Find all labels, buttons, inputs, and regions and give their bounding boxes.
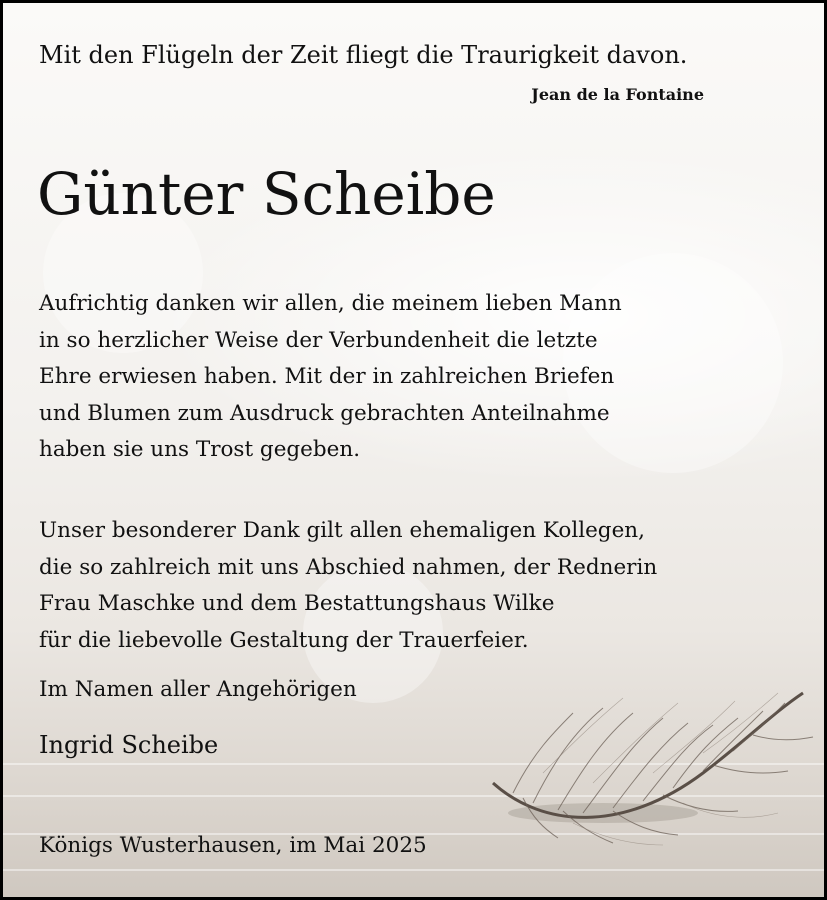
special-thanks-paragraph	[39, 513, 657, 659]
deceased-name: Günter Scheibe	[37, 160, 496, 228]
place-date: Königs Wusterhausen, im Mai 2025	[39, 833, 427, 858]
water-ripple	[3, 869, 824, 871]
paragraph-line: Aufrichtig danken wir allen, die meinem lieben Mann	[39, 291, 622, 316]
paragraph-line: Frau Maschke und dem Bestattungshaus Wilke	[39, 591, 555, 616]
quote-text: Mit den Flügeln der Zeit fliegt die Traurigkeit davon.	[39, 41, 688, 69]
paragraph-line: die so zahlreich mit uns Abschied nahmen, der Rednerin	[39, 554, 658, 580]
on-behalf-line: Im Namen aller Angehörigen	[39, 677, 357, 702]
paragraph-line: Ehre erwiesen haben. Mit der in zahlreichen Briefen	[39, 364, 615, 389]
paragraph-line: haben sie uns Trost gegeben.	[39, 437, 361, 462]
paragraph-line: für die liebevolle Gestaltung der Trauerfeier.	[39, 627, 529, 653]
paragraph-line: Unser besonderer Dank gilt allen ehemaligen Kollegen,	[39, 518, 645, 543]
signer-name: Ingrid Scheibe	[39, 731, 219, 759]
feather-icon	[473, 653, 823, 853]
thanks-paragraph	[39, 286, 622, 469]
paragraph-line: in so herzlicher Weise der Verbundenheit die letzte	[39, 327, 598, 353]
paragraph-line: und Blumen zum Ausdruck gebrachten Anteilnahme	[39, 400, 610, 426]
quote-author: Jean de la Fontaine	[531, 85, 704, 104]
